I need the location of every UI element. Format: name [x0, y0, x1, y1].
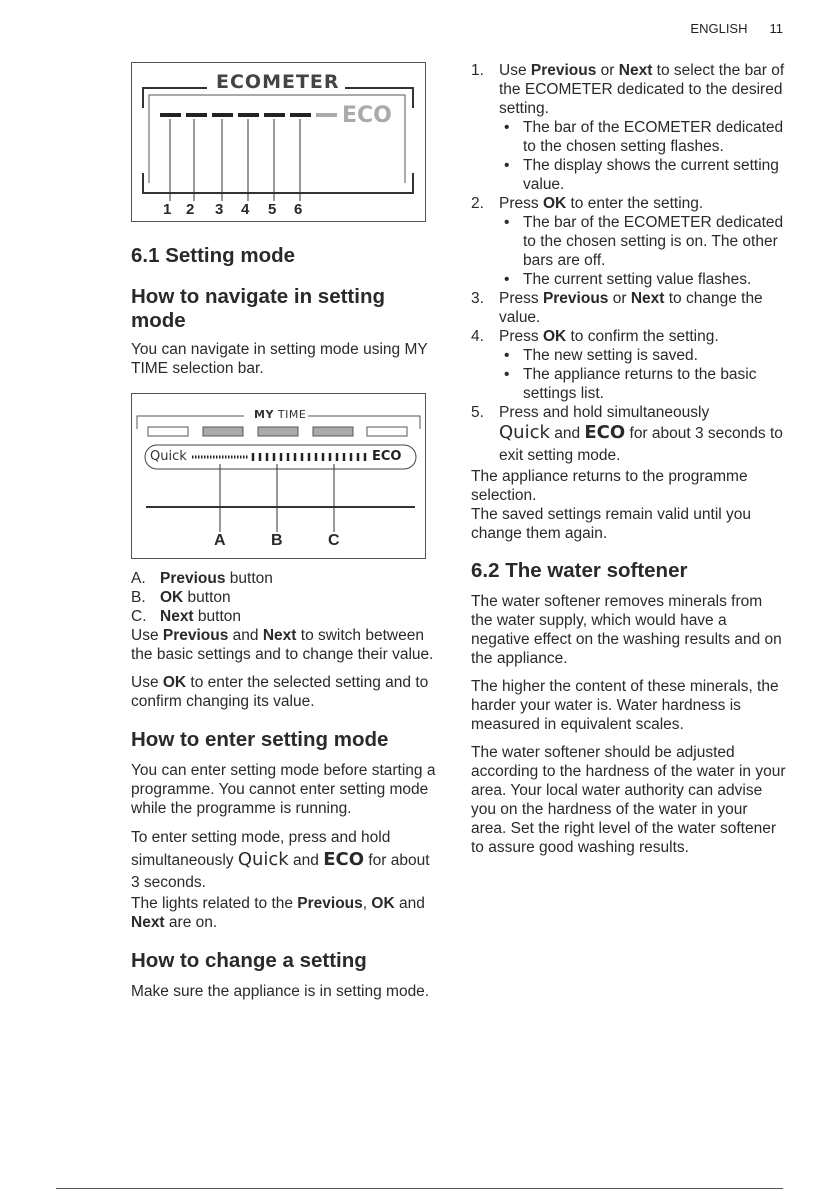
mytime-title-rest: TIME	[273, 408, 307, 421]
step-2-bullets	[499, 213, 786, 289]
bullet: • The display shows the current setting value.	[499, 156, 786, 194]
bullet: • The bar of the ECOMETER dedicated to the chosen setting is on. The other bars are off.	[499, 213, 786, 270]
legend-item-a	[131, 569, 441, 588]
eco-symbol: ECO	[584, 422, 626, 443]
legend-item-c	[131, 607, 441, 626]
step-5: 5. Press and hold simultaneously Quick and ECO for about 3 seconds to exit setting mode.	[471, 404, 783, 464]
mytime-title	[254, 408, 306, 421]
footer-rule	[56, 1188, 783, 1189]
quick-symbol: Quick	[237, 849, 289, 870]
ecometer-title: ECOMETER	[216, 71, 340, 93]
ecometer-figure	[131, 62, 426, 222]
paragraph-navigate: You can navigate in setting mode using MY TIME selection bar.	[131, 341, 428, 377]
legend-letter: C.	[131, 608, 147, 625]
legend-bold: OK	[160, 589, 184, 606]
page-number: 11	[769, 21, 783, 36]
legend-letter: B.	[131, 589, 146, 606]
header-language: ENGLISH	[690, 21, 748, 36]
paragraph-saved-settings: The saved settings remain valid until you change them again.	[471, 506, 752, 542]
letter-b: B	[271, 532, 283, 549]
legend-item-b	[131, 588, 441, 607]
ecometer-number-3: 3	[215, 201, 224, 218]
ecometer-eco-label: ECO	[342, 103, 392, 128]
paragraph-softener-2: The higher the content of these minerals, the harder your water is. Water hardness is measured in equivalent scales.	[471, 678, 779, 733]
step-4: 4. Press OK to confirm the setting. • The new setting is saved. • The appliance returns to the basic settings list.	[471, 327, 786, 403]
quick-symbol: Quick	[499, 422, 550, 443]
page-header	[690, 21, 783, 36]
legend-rest: button	[193, 608, 242, 625]
legend-rest: button	[183, 589, 231, 606]
legend-rest: button	[225, 570, 273, 587]
step-1-bullets	[499, 118, 786, 194]
paragraph-use-previous-next: Use Previous and Next to switch between the basic settings and to change their value.	[131, 627, 434, 663]
letter-a: A	[214, 532, 226, 549]
left-column	[131, 62, 441, 1001]
bullet: • The new setting is saved.	[499, 346, 786, 365]
quick-button-label: Quick	[150, 449, 187, 464]
letter-c: C	[328, 532, 340, 549]
ecometer-number-2: 2	[186, 201, 195, 218]
section-title-water-softener: 6.2 The water softener	[471, 559, 688, 582]
section-title-setting-mode: 6.1 Setting mode	[131, 244, 296, 267]
heading-navigate: How to navigate in setting mode	[131, 285, 385, 332]
ecometer-number-5: 5	[268, 201, 277, 218]
paragraph-softener-1: The water softener removes minerals from the water supply, which would have a negative effect on the washing results and on the appliance.	[471, 593, 782, 667]
paragraph-use-ok: Use OK to enter the selected setting and to confirm changing its value.	[131, 674, 429, 710]
bullet: • The appliance returns to the basic settings list.	[499, 365, 786, 403]
legend-bold: Next	[160, 608, 194, 625]
step-4-bullets	[499, 346, 786, 403]
bullet: • The current setting value flashes.	[499, 270, 786, 289]
mytime-figure	[131, 393, 426, 559]
step-1: 1. Use Previous or Next to select the bar of the ECOMETER dedicated to the desired setting. • The bar of the ECOMETER dedicated to the chosen setting flashes. • The display shows the current setting value.	[471, 61, 786, 194]
paragraph-hold: To enter setting mode, press and hold simultaneously Quick and ECO for about 3 seconds.	[131, 829, 430, 891]
step-2: 2. Press OK to enter the setting. • The bar of the ECOMETER dedicated to the chosen setting is on. The other bars are off. • The current setting value flashes.	[471, 194, 786, 289]
step-3: 3. Press Previous or Next to change the value.	[471, 290, 763, 326]
paragraph-softener-3: The water softener should be adjusted according to the hardness of the water in your area. Your local water authority can advise you on the hardness of the water in your area. Set the right level of the water softener to assure good washing results.	[471, 744, 786, 856]
paragraph-change: Make sure the appliance is in setting mode.	[131, 983, 430, 1000]
ecometer-number-4: 4	[241, 201, 250, 218]
bullet: • The bar of the ECOMETER dedicated to the chosen setting flashes.	[499, 118, 786, 156]
eco-symbol: ECO	[323, 849, 365, 870]
mytime-title-bold: MY	[254, 408, 274, 421]
paragraph-enter: You can enter setting mode before starting a programme. You cannot enter setting mode while the programme is running.	[131, 762, 436, 817]
heading-change-setting: How to change a setting	[131, 949, 367, 972]
paragraph-returns: The appliance returns to the programme selection.	[471, 468, 748, 504]
legend-letter: A.	[131, 570, 146, 587]
legend-bold: Previous	[160, 570, 226, 587]
paragraph-lights: The lights related to the Previous, OK and Next are on.	[131, 895, 425, 931]
right-column	[471, 61, 786, 857]
ecometer-number-6: 6	[294, 201, 303, 218]
eco-button-label: ECO	[372, 449, 402, 464]
heading-enter-setting-mode: How to enter setting mode	[131, 728, 389, 751]
ecometer-number-1: 1	[163, 201, 172, 218]
legend	[131, 569, 441, 626]
steps-list	[471, 61, 786, 467]
